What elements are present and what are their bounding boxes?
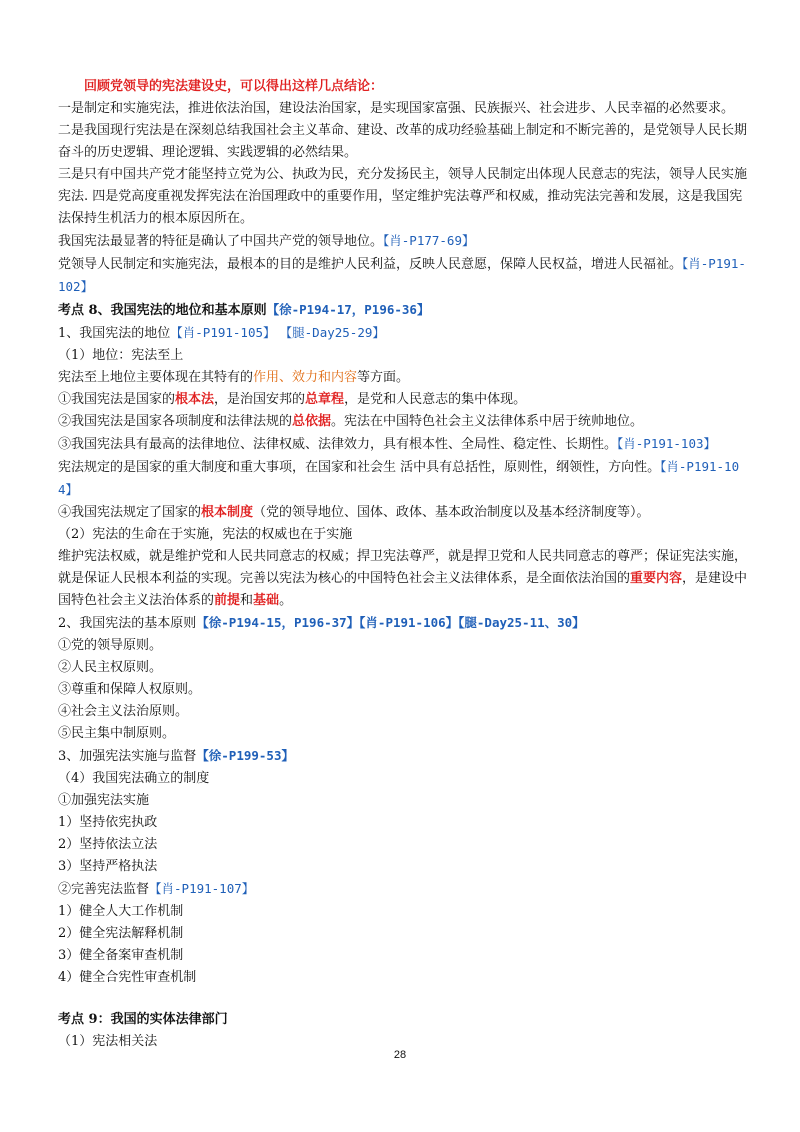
text-segment: 我国宪法最显著的特征是确认了中国共产党的领导地位。 bbox=[58, 234, 384, 249]
text-segment: （党的领导地位、国体、政体、基本政治制度以及基本经济制度等）。 bbox=[253, 505, 650, 520]
text-segment: 3）健全备案审查机制 bbox=[58, 948, 184, 963]
text-line bbox=[58, 679, 748, 701]
text-segment: 1）坚持依宪执政 bbox=[58, 815, 158, 830]
text-segment: ，是治国安邦的 bbox=[214, 392, 306, 407]
text-line bbox=[58, 433, 748, 456]
text-line bbox=[58, 345, 748, 367]
text-segment: ③我国宪法具有最高的法律地位、法律权威、法律效力，具有根本性、全局性、稳定性、长期性。 bbox=[58, 437, 618, 452]
text-segment: 一是制定和实施宪法，推进依法治国，建设法治国家，是实现国家富强、民族振兴、社会进步、人民幸福的必然要求。 bbox=[58, 101, 735, 116]
text-line bbox=[58, 389, 748, 411]
text-line bbox=[58, 635, 748, 657]
text-line bbox=[58, 367, 748, 389]
text-line bbox=[58, 546, 748, 612]
highlight-text: 回顾党领导的宪法建设史，可以得出这样几点结论： bbox=[84, 79, 384, 94]
text-line bbox=[58, 322, 748, 345]
text-segment: 和 bbox=[240, 593, 254, 608]
text-line bbox=[58, 230, 748, 253]
reference-tag: 【徐-P194-17，P196-36】 bbox=[266, 302, 430, 317]
highlight-text: 前提 bbox=[214, 593, 241, 608]
text-segment: 二是我国现行宪法是在深刻总结我国社会主义革命、建设、改革的成功经验基础上制定和不断完善的，是党领导人民长期奋斗的历史逻辑、理论逻辑、实践逻辑的必然结果。 bbox=[58, 123, 748, 160]
text-segment: 三是只有中国共产党才能坚持立党为公、执政为民，充分发扬民主，领导人民制定出体现人民意志的宪法，领导人民实施宪法. 四是党高度重视发挥宪法在治国理政中的重要作用，坚定维护宪法尊严和权威，推动宪法完善和发展，这是我国宪法保持生机活力的根本原因所在。 bbox=[58, 167, 748, 226]
text-segment: ①党的领导原则。 bbox=[58, 638, 163, 653]
reference-tag: 【肖-P177-69】 bbox=[383, 233, 475, 248]
text-segment: ，是建设中国特色社会主义法治体系的 bbox=[58, 571, 748, 608]
text-segment: 2、我国宪法的基本原则 bbox=[58, 616, 197, 631]
page-number: 28 bbox=[393, 1049, 407, 1061]
text-segment: 2）坚持依法立法 bbox=[58, 837, 158, 852]
text-line bbox=[58, 701, 748, 723]
highlight-text: 重要内容 bbox=[630, 571, 683, 586]
reference-tag: 【腿-Day25-29】 bbox=[279, 325, 385, 340]
text-segment: 作用、效力和内容 bbox=[253, 370, 358, 385]
text-segment: （1）宪法相关法 bbox=[58, 1034, 158, 1049]
text-segment: 。 bbox=[279, 593, 293, 608]
text-segment: ④我国宪法规定了国家的 bbox=[58, 505, 202, 520]
text-segment: 1、我国宪法的地位 bbox=[58, 326, 171, 341]
highlight-text: 基础 bbox=[253, 593, 280, 608]
text-segment: 宪法规定的是国家的重大制度和重大事项，在国家和社会生 活中具有总括性，原则性，纲领性，方向性。 bbox=[58, 460, 661, 475]
text-segment: ③尊重和保障人权原则。 bbox=[58, 682, 202, 697]
text-segment: 2）健全宪法解释机制 bbox=[58, 926, 184, 941]
text-segment: 。宪法在中国特色社会主义法律体系中居于统帅地位。 bbox=[331, 414, 644, 429]
document-body bbox=[58, 76, 748, 1053]
text-segment: ，是党和人民意志的集中体现。 bbox=[344, 392, 527, 407]
text-line bbox=[58, 1009, 748, 1031]
highlight-text: 总依据 bbox=[292, 414, 332, 429]
text-line bbox=[58, 834, 748, 856]
text-line bbox=[58, 456, 748, 502]
text-line bbox=[58, 945, 748, 967]
text-segment: （4）我国宪法确立的制度 bbox=[58, 771, 210, 786]
text-line bbox=[58, 878, 748, 901]
text-line bbox=[58, 723, 748, 745]
text-line bbox=[58, 923, 748, 945]
text-segment: ⑤民主集中制原则。 bbox=[58, 726, 176, 741]
text-segment: （1）地位：宪法至上 bbox=[58, 348, 184, 363]
text-segment: 考点 9：我国的实体法律部门 bbox=[58, 1012, 228, 1027]
text-segment: （2）宪法的生命在于实施，宪法的权威也在于实施 bbox=[58, 527, 353, 542]
text-line bbox=[58, 98, 748, 120]
text-line bbox=[58, 745, 748, 768]
text-segment: ④社会主义法治原则。 bbox=[58, 704, 189, 719]
reference-tag: 【肖-P191-107】 bbox=[149, 881, 255, 896]
reference-tag: 【肖-P191-104】 bbox=[58, 459, 740, 497]
text-segment: 3、加强宪法实施与监督 bbox=[58, 749, 197, 764]
text-segment: 3）坚持严格执法 bbox=[58, 859, 158, 874]
text-line bbox=[58, 657, 748, 679]
text-segment: 考点 8、我国宪法的地位和基本原则 bbox=[58, 303, 267, 318]
reference-tag: 【徐-P199-53】 bbox=[196, 748, 294, 763]
text-line bbox=[58, 120, 748, 164]
text-line bbox=[58, 967, 748, 989]
text-segment: ②完善宪法监督 bbox=[58, 882, 150, 897]
text-line bbox=[58, 253, 748, 299]
text-segment: 维护宪法权威，就是维护党和人民共同意志的权威；捍卫宪法尊严，就是捍卫党和人民共同意志的尊严；保证宪法实施，就是保证人民根本利益的实现。完善以宪法为核心的中国特色社会主义法律体系，是全面依法治国的 bbox=[58, 549, 748, 586]
text-line bbox=[58, 502, 748, 524]
text-line bbox=[58, 411, 748, 433]
reference-tag: 【肖-P191-103】 bbox=[617, 436, 716, 451]
text-segment: ①加强宪法实施 bbox=[58, 793, 150, 808]
text-line bbox=[58, 524, 748, 546]
text-line bbox=[58, 612, 748, 635]
text-segment: ②人民主权原则。 bbox=[58, 660, 163, 675]
text-line bbox=[58, 164, 748, 230]
reference-tag: 【肖-P191-105】 bbox=[170, 325, 276, 340]
text-line bbox=[58, 812, 748, 834]
text-line bbox=[58, 790, 748, 812]
text-segment: ①我国宪法是国家的 bbox=[58, 392, 176, 407]
reference-tag: 【徐-P194-15，P196-37】【肖-P191-106】【腿-Day25-11、30】 bbox=[196, 615, 585, 630]
text-line bbox=[58, 768, 748, 790]
text-segment: ②我国宪法是国家各项制度和法律法规的 bbox=[58, 414, 293, 429]
text-line bbox=[58, 76, 748, 98]
text-line bbox=[58, 299, 748, 322]
paragraph-gap bbox=[58, 989, 748, 1009]
text-segment: 4）健全合宪性审查机制 bbox=[58, 970, 197, 985]
highlight-text: 总章程 bbox=[305, 392, 345, 407]
reference-tag: 【肖-P191-102】 bbox=[58, 256, 746, 294]
text-segment: 等方面。 bbox=[357, 370, 410, 385]
text-segment: 1）健全人大工作机制 bbox=[58, 904, 184, 919]
text-segment: 党领导人民制定和实施宪法，最根本的目的是维护人民利益，反映人民意愿，保障人民权益，增进人民福祉。 bbox=[58, 257, 683, 272]
highlight-text: 根本制度 bbox=[201, 505, 254, 520]
text-segment: 宪法至上地位主要体现在其特有的 bbox=[58, 370, 254, 385]
highlight-text: 根本法 bbox=[175, 392, 215, 407]
text-line bbox=[58, 856, 748, 878]
text-line bbox=[58, 901, 748, 923]
